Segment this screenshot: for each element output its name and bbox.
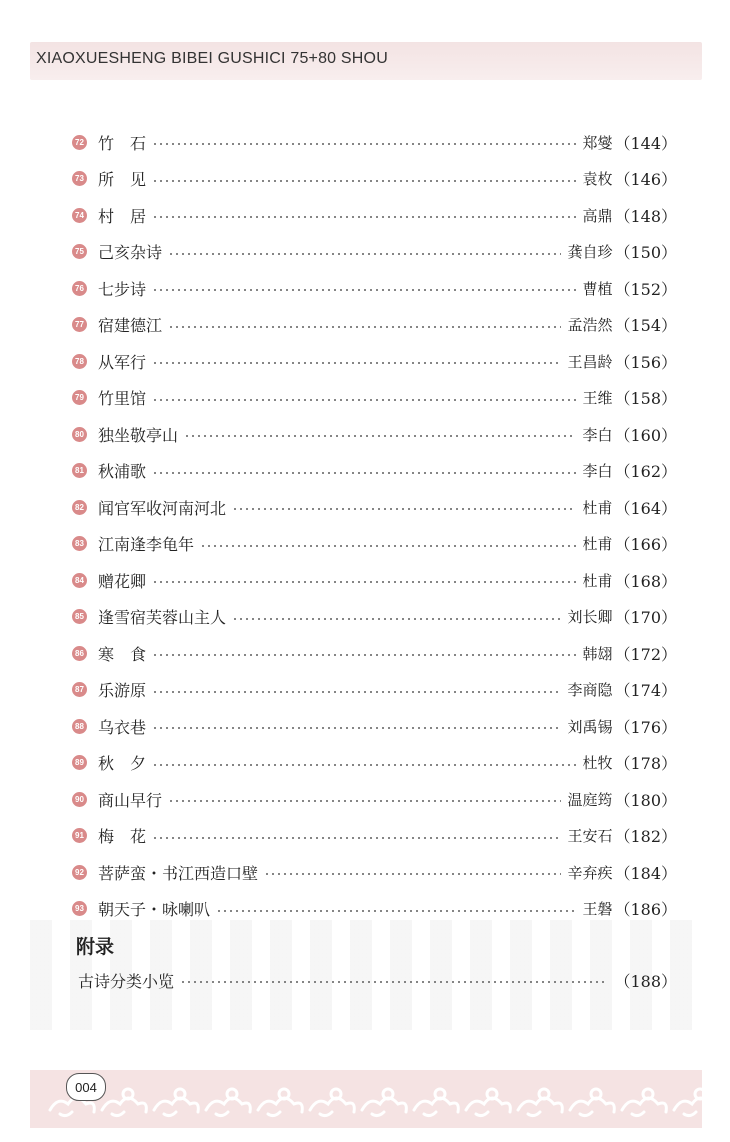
cloud-pattern-icon [30,1070,702,1128]
poet-name: 辛弃疾 [567,863,613,882]
entry-number-badge: 84 [72,573,87,588]
entry-number-badge: 75 [72,244,87,259]
poem-title: 菩萨蛮・书江西造口壁 [98,863,259,883]
poet-name: 刘禹锡 [567,717,613,736]
poem-title: 乐游原 [98,681,147,701]
page-ref: （160） [614,425,677,445]
toc-row[interactable] [72,234,677,271]
poet-name: 曹植 [582,279,613,298]
toc-row[interactable] [72,489,677,526]
page-ref: （180） [614,790,677,810]
entry-number-badge: 77 [72,317,87,332]
entry-number-badge: 90 [72,792,87,807]
page-ref: （178） [614,754,677,774]
poem-title: 秋浦歌 [98,462,147,482]
poet-name: 杜甫 [582,498,613,517]
page-ref: （168） [614,571,677,591]
toc-row[interactable] [72,343,677,380]
page-ref: （172） [614,644,677,664]
poet-name: 李白 [582,462,613,481]
dot-leader [180,981,606,983]
dot-leader [152,654,576,656]
dot-leader [184,435,576,437]
poem-title: 江南逢李龟年 [98,535,195,555]
poet-name: 杜甫 [582,535,613,554]
entry-number-badge: 81 [72,463,87,478]
page-ref: （154） [614,316,677,336]
poet-name: 龚自珍 [567,243,613,262]
footer-ornament-band [30,1070,702,1128]
poet-name: 杜甫 [582,571,613,590]
page-ref: （176） [614,717,677,737]
page-ref: （156） [614,352,677,372]
entry-number-badge: 73 [72,171,87,186]
toc-row[interactable] [72,526,677,563]
entry-number-badge: 83 [72,536,87,551]
dot-leader [152,399,576,401]
poet-name: 袁枚 [582,170,613,189]
poem-title: 七步诗 [98,279,147,299]
dot-leader [168,800,561,802]
page-ref: （150） [614,243,677,263]
poet-name: 刘长卿 [567,608,613,627]
toc-row[interactable] [72,781,677,818]
poet-name: 李白 [582,425,613,444]
toc-row[interactable] [72,416,677,453]
poem-title: 竹里馆 [98,389,147,409]
dot-leader [152,727,561,729]
toc-row[interactable] [72,270,677,307]
page-ref: （186） [614,900,677,920]
entry-number-badge: 91 [72,828,87,843]
entry-number-badge: 79 [72,390,87,405]
page-ref: （144） [614,133,677,153]
poem-title: 商山早行 [98,790,163,810]
entry-number-badge: 88 [72,719,87,734]
page-ref: （166） [614,535,677,555]
page-ref: （158） [614,389,677,409]
dot-leader [152,216,576,218]
page-ref: （146） [614,170,677,190]
toc-row[interactable] [72,380,677,417]
toc-row[interactable] [72,453,677,490]
poem-title: 梅 花 [98,827,147,847]
poet-name: 韩翃 [582,644,613,663]
dot-leader [168,326,561,328]
poem-title: 寒 食 [98,644,147,664]
toc-row[interactable] [72,599,677,636]
dot-leader [216,910,576,912]
dot-leader [152,581,576,583]
table-of-contents [72,124,677,927]
toc-row[interactable] [72,818,677,855]
poem-title: 宿建德江 [98,316,163,336]
dot-leader [152,691,561,693]
entry-number-badge: 76 [72,281,87,296]
poem-title: 朝天子・咏喇叭 [98,900,211,920]
entry-number-badge: 78 [72,354,87,369]
poem-title: 从军行 [98,352,147,372]
page-ref: （182） [614,827,677,847]
dot-leader [152,764,576,766]
dot-leader [232,508,576,510]
entry-number-badge: 86 [72,646,87,661]
poem-title: 所 见 [98,170,147,190]
toc-row[interactable] [72,635,677,672]
page-number: 004 [66,1073,106,1101]
toc-row[interactable] [72,745,677,782]
page-ref: （162） [614,462,677,482]
toc-row[interactable] [72,161,677,198]
toc-row[interactable] [72,854,677,891]
poem-title: 乌衣巷 [98,717,147,737]
appendix-heading: 附录 [76,936,115,958]
page-ref: （184） [614,863,677,883]
page-ref: （170） [614,608,677,628]
dot-leader [152,362,561,364]
dot-leader [264,873,561,875]
poet-name: 孟浩然 [567,316,613,335]
dot-leader [200,545,576,547]
running-title: XIAOXUESHENG BIBEI GUSHICI 75+80 SHOU [36,50,388,67]
poet-name: 王安石 [567,827,613,846]
poem-title: 己亥杂诗 [98,243,163,263]
toc-row[interactable] [72,562,677,599]
poem-title: 村 居 [98,206,147,226]
poet-name: 李商隐 [567,681,613,700]
poem-title: 竹 石 [98,133,147,153]
entry-number-badge: 93 [72,901,87,916]
poem-title: 独坐敬亭山 [98,425,179,445]
poet-name: 王昌龄 [567,352,613,371]
toc-row[interactable] [72,197,677,234]
dot-leader [152,180,576,182]
poet-name: 杜牧 [582,754,613,773]
toc-row[interactable] [72,708,677,745]
entry-number-badge: 89 [72,755,87,770]
entry-number-badge: 87 [72,682,87,697]
dot-leader [168,253,561,255]
dot-leader [152,837,561,839]
toc-row[interactable] [72,672,677,709]
entry-number-badge: 80 [72,427,87,442]
entry-number-badge: 74 [72,208,87,223]
poem-title: 逢雪宿芙蓉山主人 [98,608,227,628]
page-ref: （174） [614,681,677,701]
poet-name: 郑燮 [582,133,613,152]
poet-name: 温庭筠 [567,790,613,809]
page-ref: （152） [614,279,677,299]
poem-title: 闻官军收河南河北 [98,498,227,518]
toc-row[interactable] [72,124,677,161]
dot-leader [152,289,576,291]
dot-leader [152,143,576,145]
toc-row[interactable] [72,307,677,344]
appendix-entry-page: （188） [614,971,677,991]
poem-title: 秋 夕 [98,754,147,774]
dot-leader [232,618,561,620]
poet-name: 王磐 [582,900,613,919]
entry-number-badge: 72 [72,135,87,150]
page-ref: （164） [614,498,677,518]
appendix-entry-title: 古诗分类小览 [78,971,175,991]
poet-name: 高鼎 [582,206,613,225]
page-ref: （148） [614,206,677,226]
dot-leader [152,472,576,474]
entry-number-badge: 85 [72,609,87,624]
entry-number-badge: 82 [72,500,87,515]
appendix-entry[interactable] [78,962,677,998]
poet-name: 王维 [582,389,613,408]
poem-title: 赠花卿 [98,571,147,591]
entry-number-badge: 92 [72,865,87,880]
